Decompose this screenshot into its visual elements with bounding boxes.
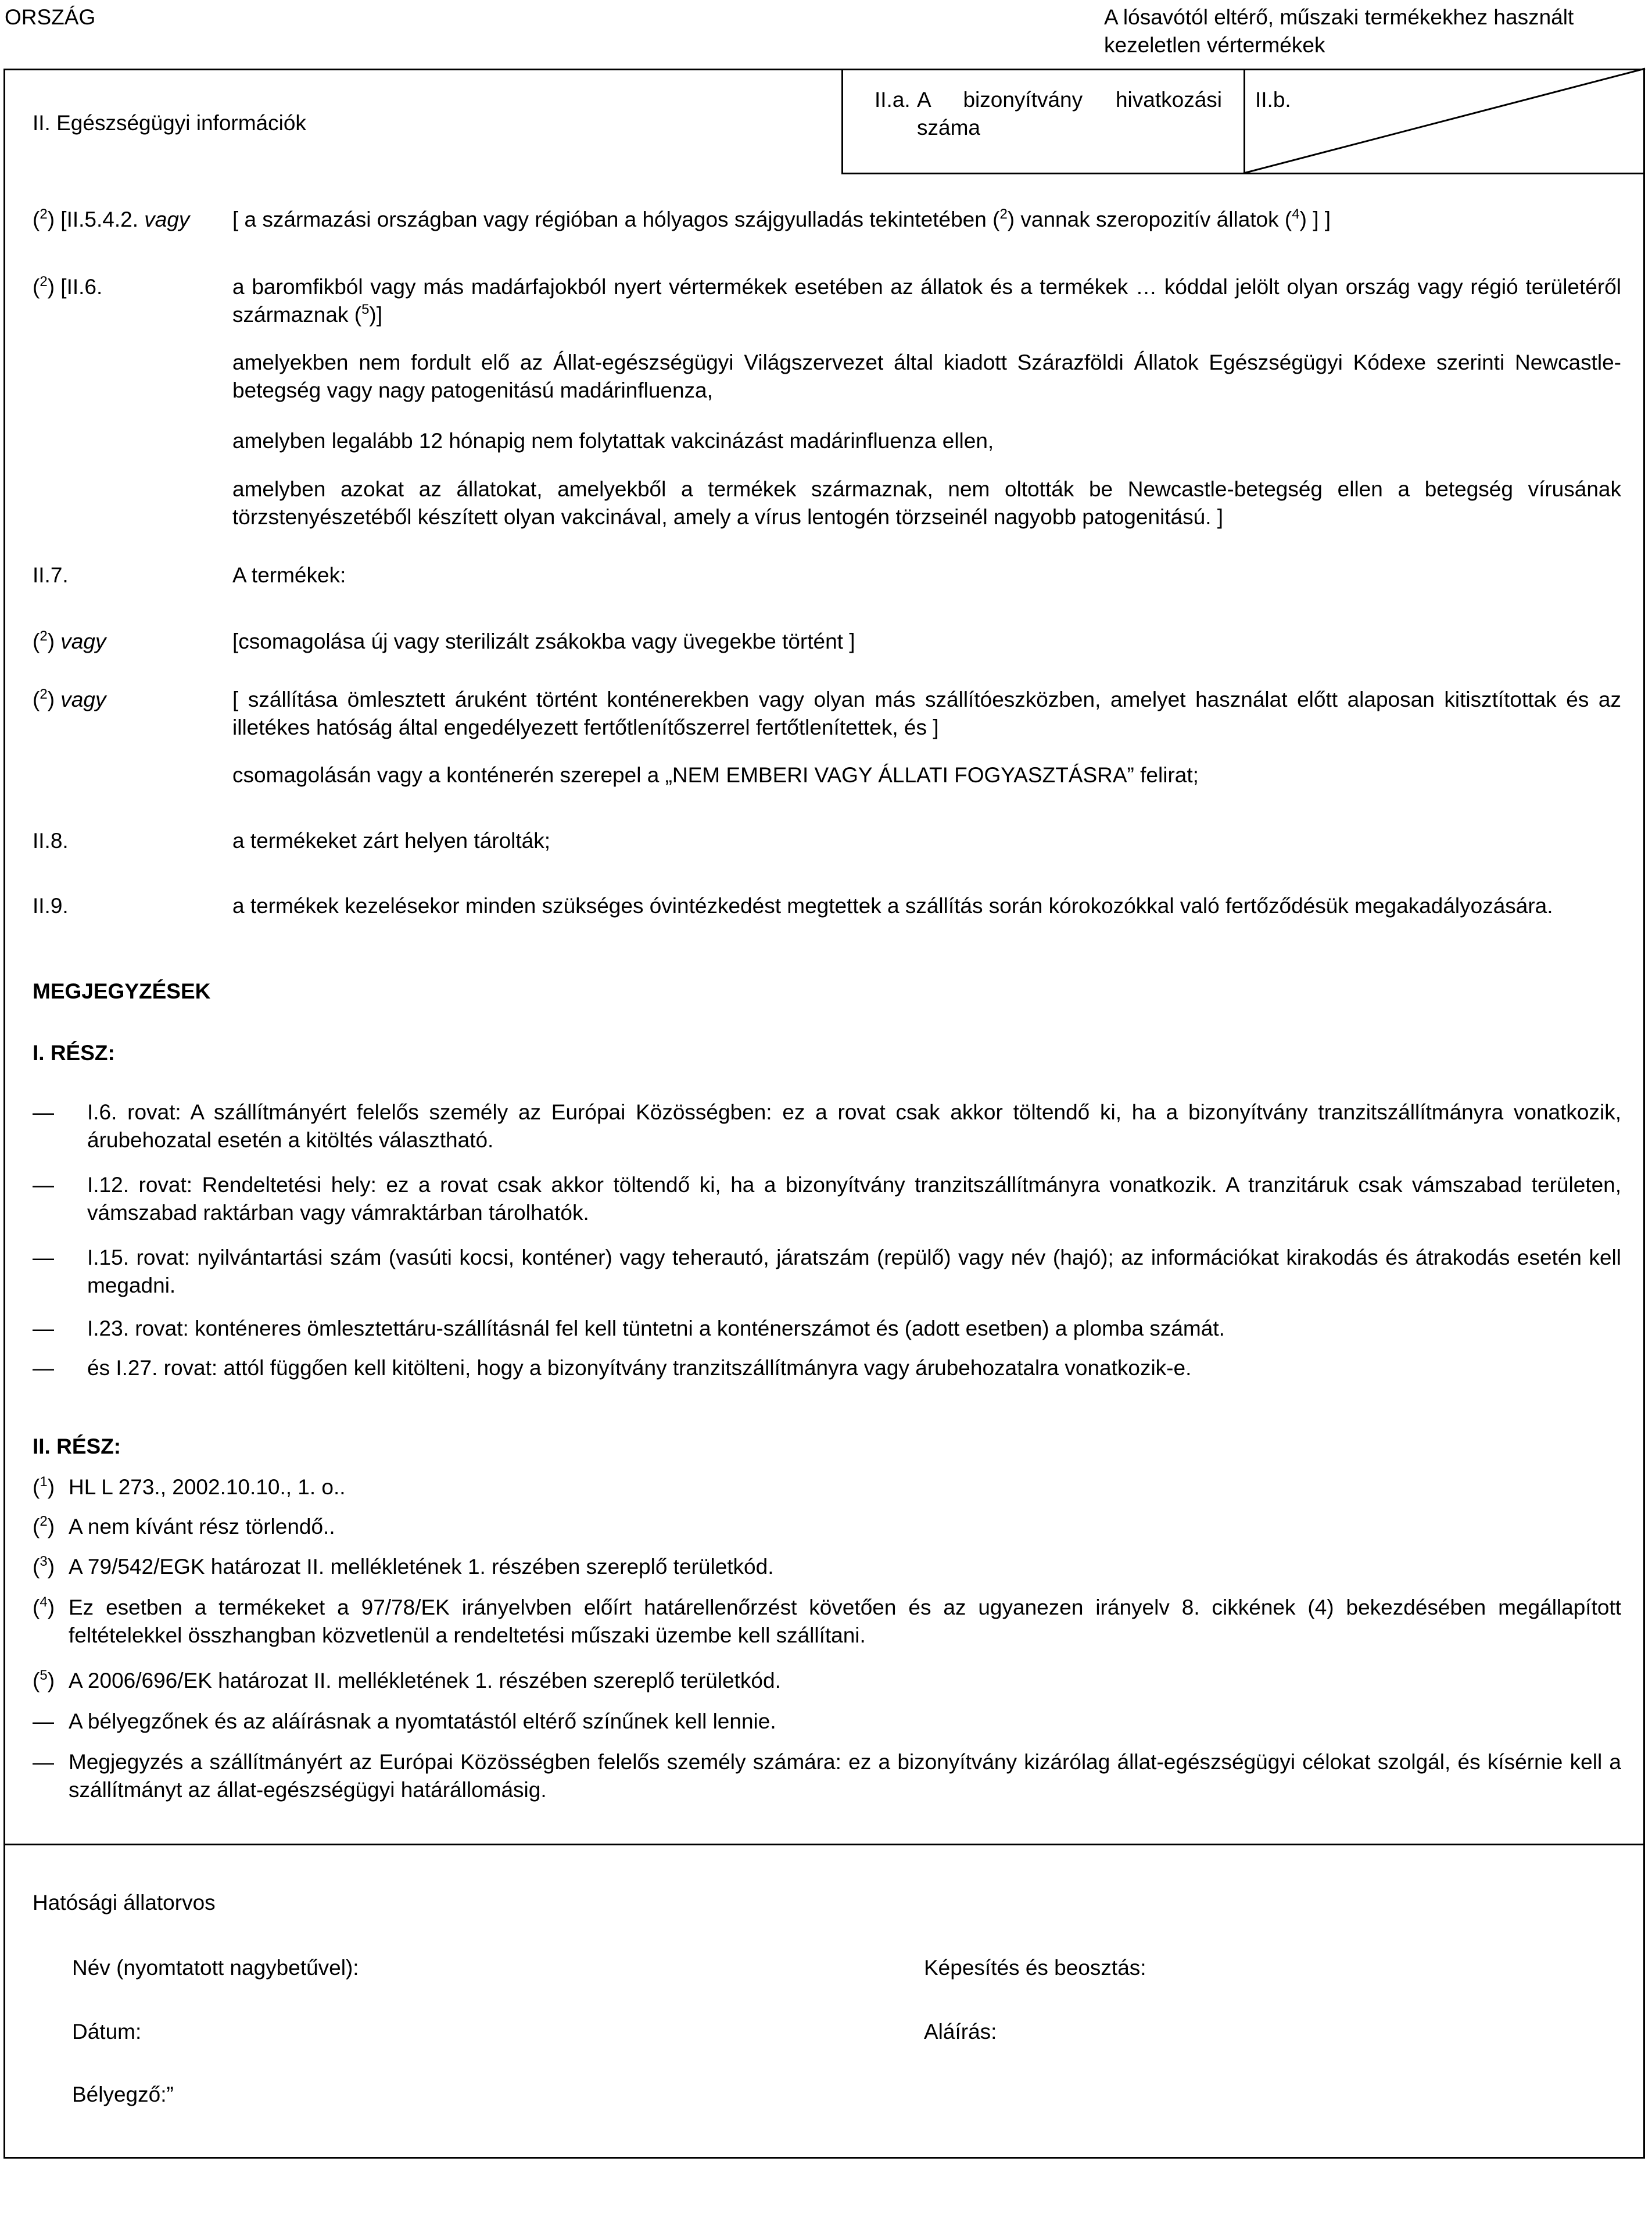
row-ii6-paragraph-4: amelyben azokat az állatokat, amelyekből a termékek származnak, nem oltották be Newcastle-betegség ellen a betegség vírusának törzstenyészetéből készített olyan vakcinával, amely a vírus lentogén törzseinél nagyobb patogenitású. ] — [232, 477, 1621, 529]
row-ii6-code: ($^2$) [II.6. — [33, 274, 103, 299]
date-label: Dátum: — [72, 2020, 142, 2044]
iib-diagonal-strike — [0, 0, 1652, 186]
stamp-label: Bélyegző:” — [72, 2082, 174, 2106]
country-label: ORSZÁG — [5, 5, 96, 29]
row-bulk-code: ($^2$) vagy — [33, 686, 106, 711]
part2-dash-2: — — [33, 1750, 54, 1774]
row-ii542-text: [ a származási országban vagy régióban a hólyagos szájgyulladás tekintetében ($^2$) vannak szeropozitív állatok ($^4$) ] ] — [232, 206, 1331, 231]
iia-label-line1: A bizonyítvány hivatkozási — [917, 88, 1222, 112]
row-ii6-paragraph-3: amelyben legalább 12 hónapig nem folytattak vakcinázást madárinfluenza ellen, — [232, 429, 994, 453]
part2-title: II. RÉSZ: — [33, 1434, 121, 1458]
footnote-1-text: HL L 273., 2002.10.10., 1. o.. — [69, 1475, 346, 1499]
part1-item-3: I.15. rovat: nyilvántartási szám (vasúti kocsi, konténer) vagy teherautó, járatszám (repülő) vagy név (hajó); az információkat kirakodás és átrakodás esetén kell megadni. — [87, 1246, 1621, 1297]
footnote-3-num: ($^3$) — [33, 1554, 55, 1579]
part1-item-4: I.23. rovat: konténeres ömlesztettáru-szállításnál fel kell tüntetni a konténerszámot és (adott esetben) a plomba számát. — [87, 1316, 1225, 1340]
row-ii6-text: a baromfikból vagy más madárfajokból nyert vértermékek esetében az állatok és a termékek … kóddal jelölt olyan ország vagy régió területéről származnak ($^5$)] — [232, 275, 1621, 327]
row-packaging-code: ($^2$) vagy — [33, 628, 106, 653]
part1-item-2: I.12. rovat: Rendeltetési hely: ez a rovat csak akkor töltendő ki, ha a bizonyítvány tranzitszállítmányra vonatkozik. A tranzitáruk csak vámszabad területen, vámszabad raktárban vagy vámraktárban tárolhatók. — [87, 1173, 1621, 1225]
row-ii9-text: a termékek kezelésekor minden szükséges óvintézkedést megtettek a szállítás során kórokozókkal való fertőződésük megakadályozására. — [232, 894, 1553, 918]
signature-title: Hatósági állatorvos — [33, 1891, 216, 1915]
row-ii8-text: a termékeket zárt helyen tárolták; — [232, 829, 551, 853]
part1-dash-2: — — [33, 1173, 54, 1197]
footnote-1-num: ($^1$) — [33, 1474, 55, 1499]
part1-dash-3: — — [33, 1246, 54, 1269]
section-title: II. Egészségügyi információk — [33, 111, 306, 135]
footnote-5-text: A 2006/696/EK határozat II. mellékletének 1. részében szereplő területkód. — [69, 1669, 781, 1692]
footnote-3-text: A 79/542/EGK határozat II. mellékletének 1. részében szereplő területkód. — [69, 1555, 774, 1579]
iia-label-line2: száma — [917, 116, 980, 139]
signature-label: Aláírás: — [924, 2020, 997, 2044]
part1-dash-4: — — [33, 1316, 54, 1340]
part1-item-1: I.6. rovat: A szállítmányért felelős személy az Európai Közösségben: ez a rovat csak akkor töltendő ki, ha a bizonyítvány tranzitszállítmányra vonatkozik, árubehozatal esetén a kitöltés választható. — [87, 1100, 1621, 1152]
row-packaging-text: [csomagolása új vagy sterilizált zsákokba vagy üvegekbe történt ] — [232, 629, 855, 653]
part2-dash-1: — — [33, 1709, 54, 1733]
footnote-4-num: ($^4$) — [33, 1594, 55, 1619]
row-ii8-code: II.8. — [33, 829, 69, 853]
row-bulk-text: [ szállítása ömlesztett áruként történt konténerekben vagy olyan más szállítóeszközben, amelyet használat előtt alaposan kitisztítottak és az illetékes hatóság által engedélyezett fertőtlenítőszerrel fertőtlenítettek, és ] — [232, 688, 1621, 739]
footnote-2-num: ($^2$) — [33, 1513, 55, 1538]
qualification-label: Képesítés és beosztás: — [924, 1956, 1146, 1980]
row-ii9-code: II.9. — [33, 894, 69, 918]
row-ii542-code: ($^2$) [II.5.4.2. vagy — [33, 206, 190, 231]
name-label: Név (nyomtatott nagybetűvel): — [72, 1956, 359, 1980]
notes-title: MEGJEGYZÉSEK — [33, 979, 211, 1003]
product-description: A lósavótól eltérő, műszaki termékekhez használt kezeletlen vértermékek — [1104, 5, 1574, 57]
footnote-2-text: A nem kívánt rész törlendő.. — [69, 1515, 335, 1538]
row-ii7-text: A termékek: — [232, 563, 346, 587]
signature-divider — [3, 1844, 1645, 1845]
iia-code: II.a. — [875, 88, 911, 112]
row-ii7-code: II.7. — [33, 563, 69, 587]
row-ii6-paragraph-2: amelyekben nem fordult elő az Állat-egészségügyi Világszervezet által kiadott Szárazföldi Állatok Egészségügyi Kódexe szerinti Newcastle-betegség vagy nagy patogenitású madárinfluenza, — [232, 350, 1621, 402]
part2-item-1: A bélyegzőnek és az aláírásnak a nyomtatástól eltérő színűnek kell lennie. — [69, 1709, 776, 1733]
part1-item-5: és I.27. rovat: attól függően kell kitölteni, hogy a bizonyítvány tranzitszállítmányra vagy árubehozatalra vonatkozik-e. — [87, 1356, 1192, 1380]
part1-dash-1: — — [33, 1100, 54, 1124]
row-bulk-paragraph-2: csomagolásán vagy a konténerén szerepel a „NEM EMBERI VAGY ÁLLATI FOGYASZTÁSRA” felirat; — [232, 763, 1199, 787]
part2-item-2: Megjegyzés a szállítmányért az Európai Közösségben felelős személy számára: ez a bizonyítvány kizárólag állat-egészségügyi célokat szolgál, és kísérnie kell a szállítmányt az állat-egészségügyi határállomásig. — [69, 1750, 1621, 1802]
iib-code: II.b. — [1255, 88, 1291, 112]
footnote-5-num: ($^5$) — [33, 1667, 55, 1692]
footnote-4-text: Ez esetben a termékeket a 97/78/EK irányelvben előírt határellenőrzést követően és az ugyanezen irányelv 8. cikkének (4) bekezdésében megállapított feltételekkel összhangban közvetlenül a rendeltetési műszaki üzembe kell szállítani. — [69, 1595, 1621, 1647]
iia-label — [917, 86, 1222, 142]
part1-dash-5: — — [33, 1356, 54, 1380]
part1-title: I. RÉSZ: — [33, 1041, 115, 1065]
